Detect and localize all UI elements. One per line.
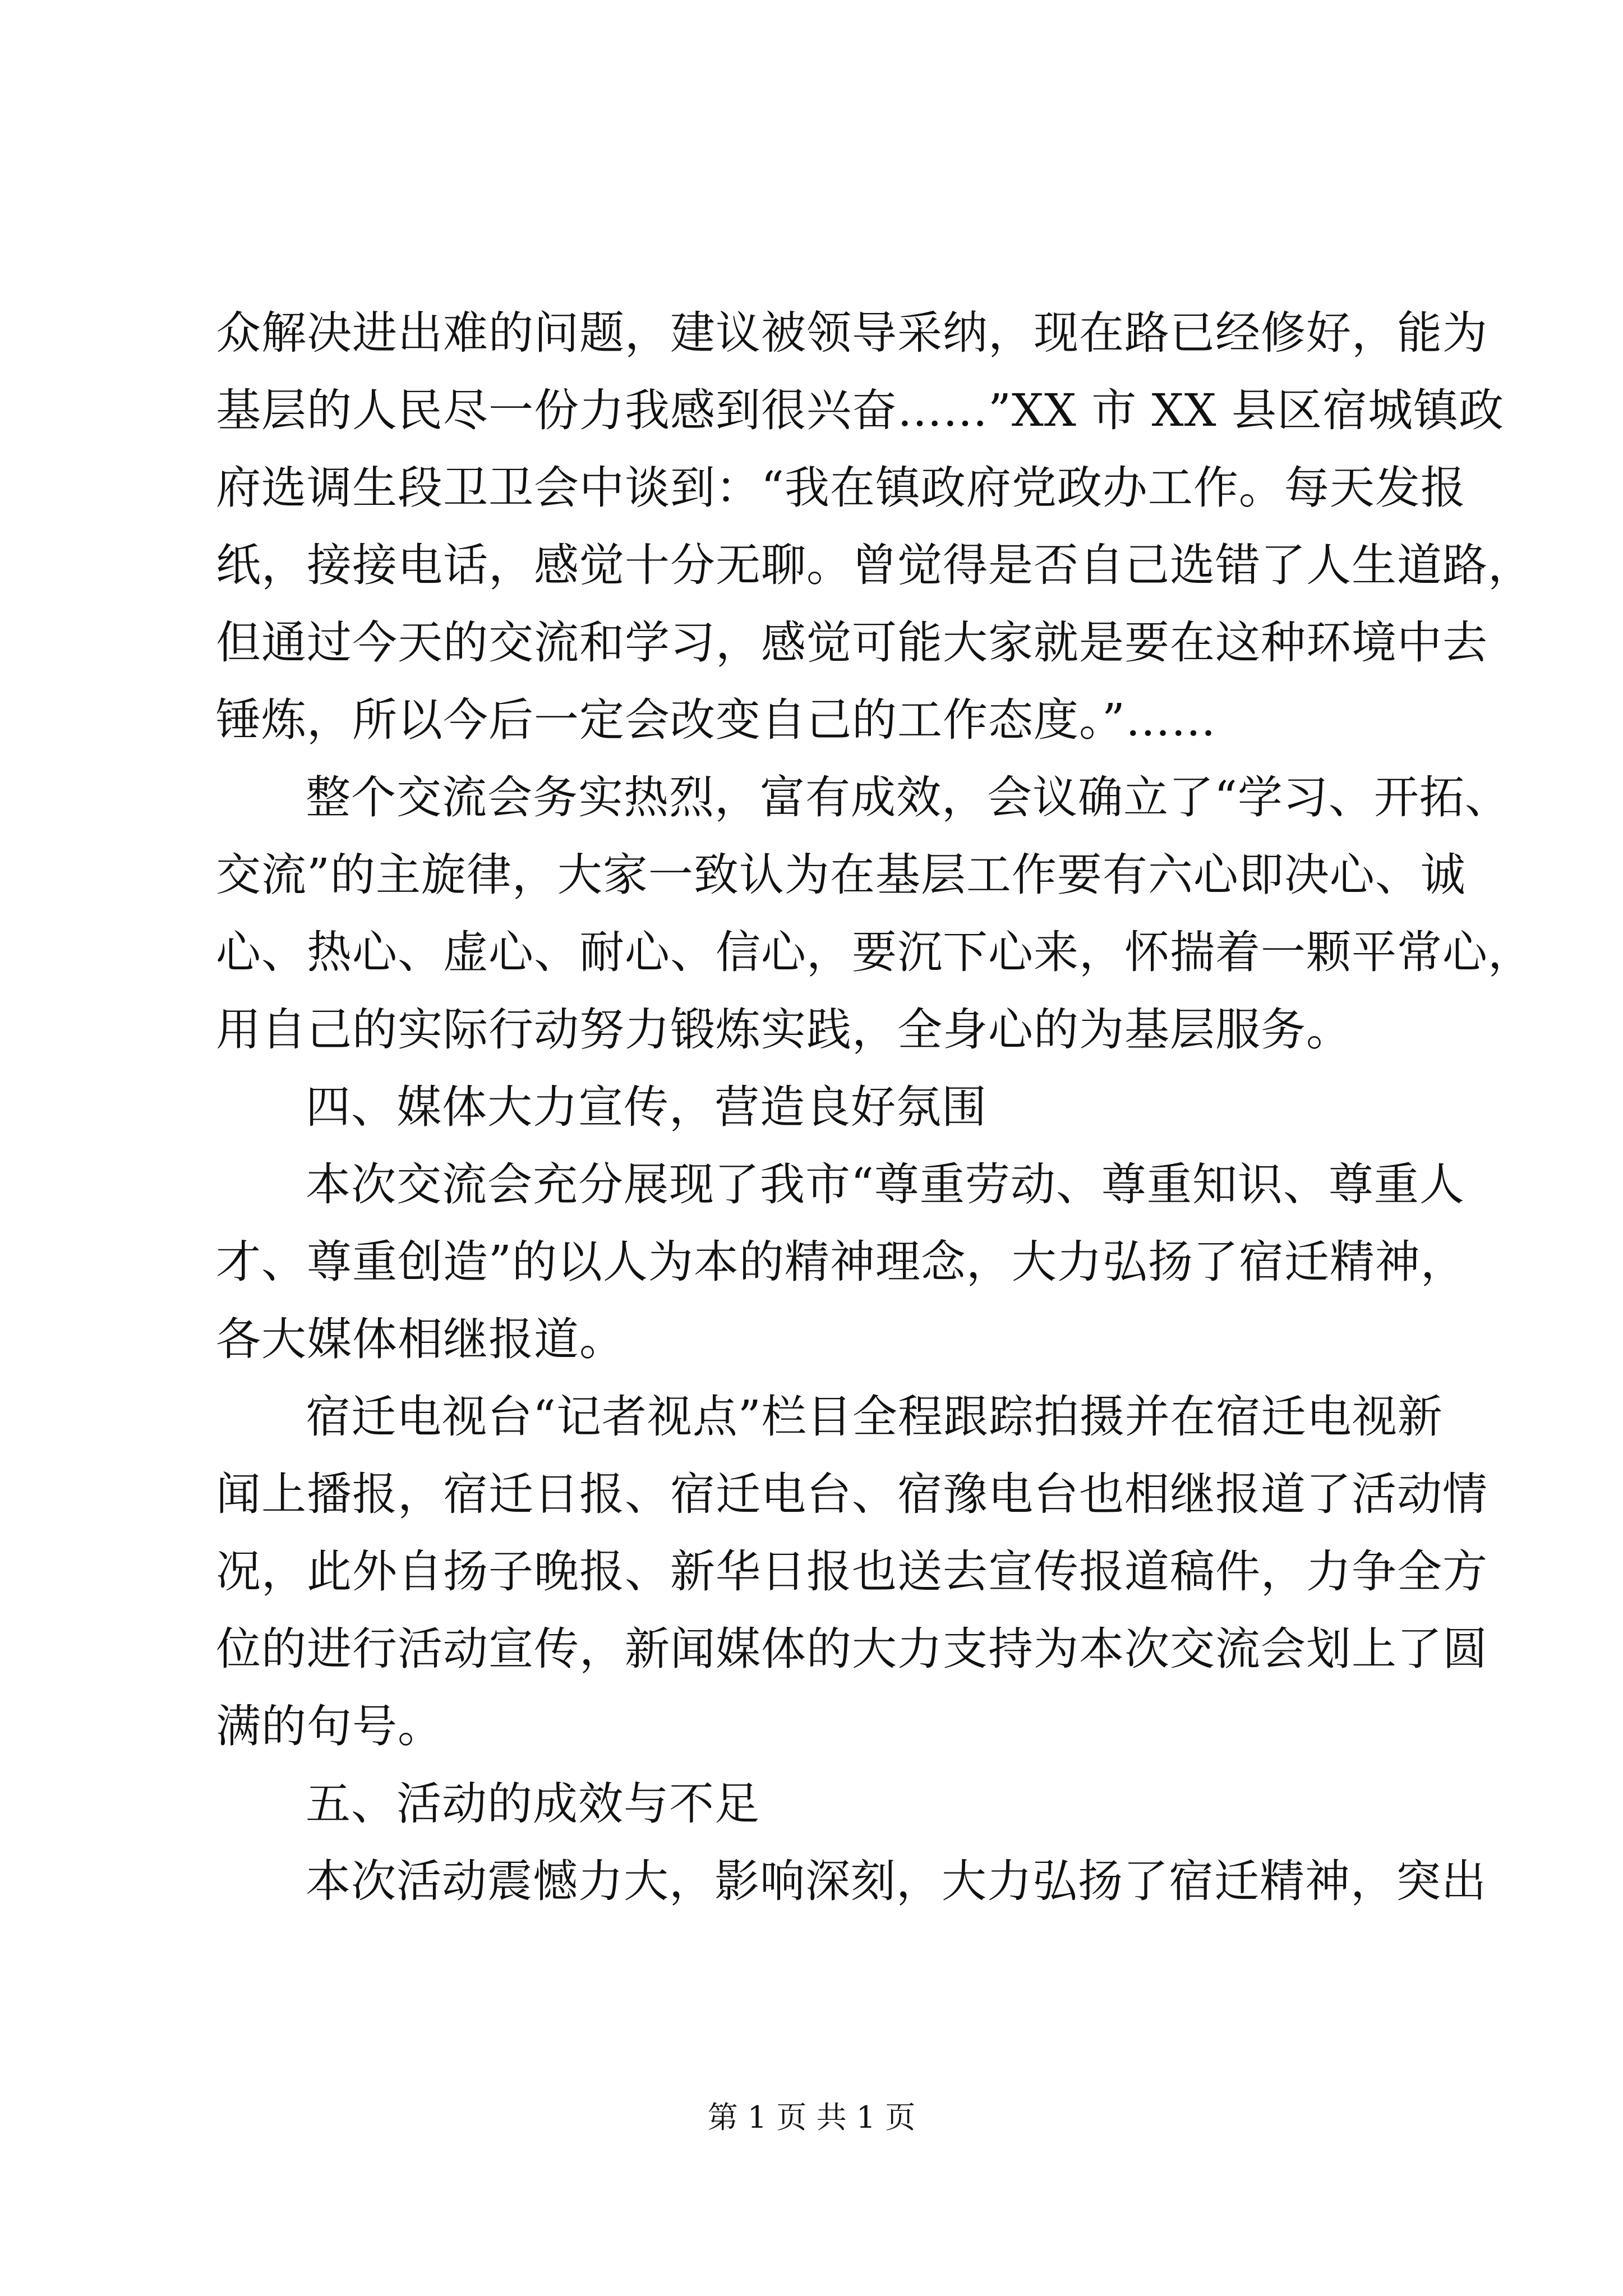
- text-line: 各大媒体相继报道。: [216, 1313, 625, 1365]
- text-line: 心、热心、虚心、耐心、信心，要沉下心来，怀揣着一颗平常心，: [216, 926, 1533, 978]
- document-body: [216, 295, 1533, 1920]
- page-number-footer: 第 1 页 共 1 页: [707, 2100, 916, 2135]
- text-line: 但通过今天的交流和学习，感觉可能大家就是要在这种环境中去: [216, 616, 1488, 669]
- text-line: 锤炼，所以今后一定会改变自己的工作态度。”……: [216, 694, 1216, 746]
- text-line: 众解决进出难的问题，建议被领导采纳，现在路已经修好，能为: [216, 307, 1488, 359]
- text-line: 用自己的实际行动努力锻炼实践，全身心的为基层服务。: [216, 1004, 1352, 1056]
- paragraph-first-line: 整个交流会务实热烈，富有成效，会议确立了“学习、开拓、: [306, 771, 1510, 823]
- section-heading: 四、媒体大力宣传，营造良好氛围: [306, 1081, 987, 1133]
- paragraph-first-line: 本次交流会充分展现了我市“尊重劳动、尊重知识、尊重人: [306, 1158, 1465, 1211]
- text-line: 况，此外自扬子晚报、新华日报也送去宣传报道稿件，力争全方: [216, 1545, 1488, 1598]
- text-line: 纸，接接电话，感觉十分无聊。曾觉得是否自己选错了人生道路，: [216, 539, 1533, 591]
- text-line: 满的句号。: [216, 1700, 443, 1752]
- text-line: 府选调生段卫卫会中谈到：“我在镇政府党政办工作。每天发报: [216, 462, 1466, 514]
- section-heading: 五、活动的成效与不足: [306, 1778, 760, 1830]
- text-line: 位的进行活动宣传，新闻媒体的大力支持为本次交流会划上了圆: [216, 1623, 1488, 1675]
- text-line: 闻上播报，宿迁日报、宿迁电台、宿豫电台也相继报道了活动情: [216, 1468, 1488, 1520]
- paragraph-first-line: 本次活动震憾力大，影响深刻，大力弘扬了宿迁精神，突出: [306, 1855, 1487, 1907]
- text-line: 才、尊重创造”的以人为本的精神理念，大力弘扬了宿迁精神，: [216, 1236, 1466, 1288]
- text-line: 交流”的主旋律，大家一致认为在基层工作要有六心即决心、诚: [216, 849, 1466, 901]
- text-line: 基层的人民尽一份力我感到很兴奋……”XX 市 XX 县区宿城镇政: [216, 384, 1504, 436]
- paragraph-first-line: 宿迁电视台“记者视点”栏目全程跟踪拍摄并在宿迁电视新: [306, 1391, 1443, 1443]
